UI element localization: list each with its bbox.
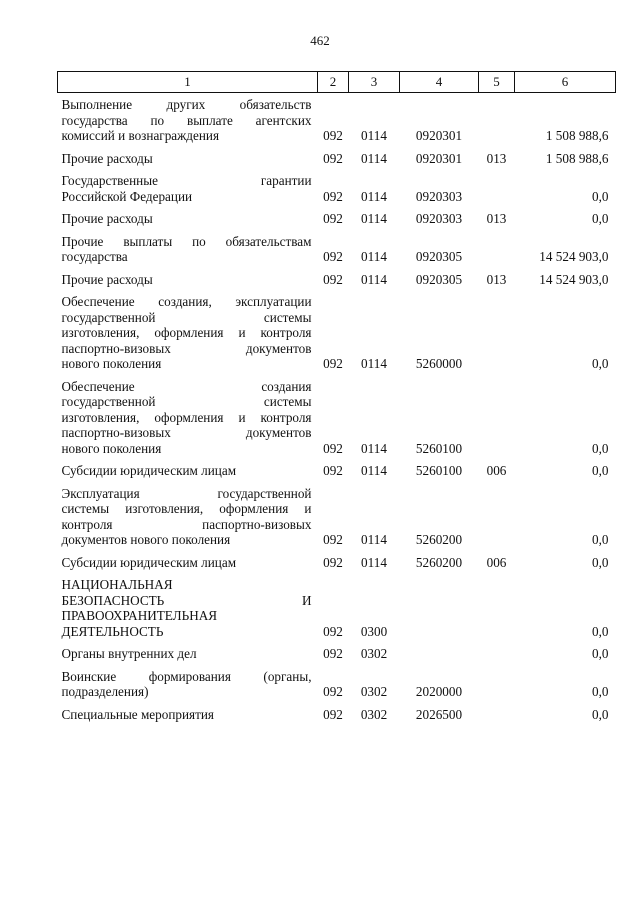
row-target-code: 0920305 [415,271,463,287]
row-target-code: 5260200 [415,554,463,570]
header-col-2: 2 [318,72,349,93]
row-name-line: Обеспечение создания [61,378,312,394]
row-name-line: Субсидии юридическим лицам [61,554,237,570]
row-name [58,482,318,551]
row-amount: 0,0 [592,684,609,699]
page-number: 462 [310,33,330,48]
row-name-line: государственной системы [61,309,312,325]
header-col-6: 6 [515,72,616,93]
row-expense-type-code: 013 [486,211,507,226]
row-name-line: документов нового поколения [61,532,231,547]
row-ministry-code: 092 [323,554,343,570]
row-name-line: изготовления, оформления и контроля [61,325,312,340]
table-row [58,665,616,703]
table-header [58,72,616,93]
header-col-3: 3 [349,72,400,93]
row-amount: 0,0 [592,554,609,570]
row-section-code: 0300 [360,623,388,639]
row-ministry-code: 092 [323,646,343,661]
row-name-line: комиссий и вознаграждения [61,128,220,143]
row-expense-type-code [479,230,515,268]
row-target-code: 5260100 [415,463,463,478]
row-name-line: контроля паспортно-визовых [61,516,312,532]
row-target-code: 2026500 [415,706,463,722]
table-row [58,703,616,726]
header-col-5: 5 [479,72,515,93]
row-target-code [400,573,479,642]
row-name [58,268,318,291]
row-expense-type-code [479,482,515,551]
row-target-code: 0920303 [415,211,463,226]
row-name [58,290,318,375]
row-expense-type-code [479,642,515,665]
row-amount: 0,0 [592,532,609,547]
row-ministry-code: 092 [323,532,343,547]
row-amount: 0,0 [592,188,609,204]
row-section-code: 0114 [361,150,387,166]
row-name-line: Специальные мероприятия [61,706,214,722]
row-expense-type-code [479,169,515,207]
row-target-code: 5260100 [415,440,463,456]
row-name [58,551,318,574]
row-expense-type-code: 006 [486,554,507,570]
row-target-code: 0920301 [415,150,463,166]
row-name-line: нового поколения [61,440,162,456]
table-row [58,375,616,460]
row-amount: 14 524 903,0 [539,249,609,264]
row-ministry-code: 092 [323,188,343,204]
row-expense-type-code [479,290,515,375]
row-name-line: Эксплуатация государственной [61,485,312,501]
header-row [58,72,616,93]
row-amount: 0,0 [592,623,609,639]
row-ministry-code: 092 [323,128,343,143]
table-row [58,147,616,170]
row-name-line: Обеспечение создания, эксплуатации [61,294,312,309]
row-target-code: 5260200 [415,532,463,547]
row-name-line: БЕЗОПАСНОСТЬ И [61,592,312,608]
row-ministry-code: 092 [323,706,343,722]
row-amount: 0,0 [592,211,609,226]
row-name [58,230,318,268]
row-section-code: 0114 [361,440,387,456]
row-target-code: 0920301 [415,128,463,143]
row-name-line: системы изготовления, оформления и [61,501,312,516]
row-target-code [400,642,479,665]
row-target-code: 0920305 [415,249,463,264]
table-row [58,573,616,642]
row-name [58,207,318,230]
row-ministry-code: 092 [323,271,343,287]
row-amount: 0,0 [592,706,609,722]
row-section-code: 0114 [361,554,387,570]
row-name [58,665,318,703]
row-name-line: Прочие расходы [61,271,153,287]
row-amount: 0,0 [592,463,609,478]
row-name-line: ДЕЯТЕЛЬНОСТЬ [61,623,164,639]
row-name [58,703,318,726]
row-name-line: ПРАВООХРАНИТЕЛЬНАЯ [61,608,218,623]
row-expense-type-code [479,93,515,147]
row-name-line: Государственные гарантии [61,173,312,188]
row-name-line: Прочие расходы [61,150,153,166]
row-target-code: 5260000 [415,356,463,371]
row-ministry-code: 092 [323,150,343,166]
table-row [58,230,616,268]
table-body [58,93,616,726]
row-section-code: 0302 [360,684,388,699]
table-row [58,207,616,230]
table-row [58,93,616,147]
row-name-line: нового поколения [61,356,162,371]
row-name-line: Прочие выплаты по обязательствам [61,233,312,249]
row-name [58,375,318,460]
table-row [58,268,616,291]
table-row [58,482,616,551]
row-section-code: 0114 [361,211,387,226]
row-name-line: изготовления, оформления и контроля [61,409,312,425]
row-ministry-code: 092 [323,356,343,371]
row-expense-type-code [479,665,515,703]
row-section-code: 0114 [361,356,387,371]
row-section-code: 0114 [361,532,387,547]
row-name-line: Российской Федерации [61,188,193,204]
row-target-code: 2020000 [415,684,463,699]
row-expense-type-code: 013 [486,271,507,287]
header-col-4: 4 [400,72,479,93]
row-ministry-code: 092 [323,684,343,699]
row-name [58,93,318,147]
row-amount: 14 524 903,0 [539,271,609,287]
row-name [58,169,318,207]
row-name-line: паспортно-визовых документов [61,425,312,440]
row-name-line: государственной системы [61,394,312,409]
row-expense-type-code [479,573,515,642]
row-ministry-code: 092 [323,440,343,456]
header-col-1: 1 [58,72,318,93]
row-ministry-code: 092 [323,623,343,639]
table-row [58,290,616,375]
row-section-code: 0114 [361,188,387,204]
row-section-code: 0302 [360,706,388,722]
table-row [58,551,616,574]
row-amount: 1 508 988,6 [545,150,609,166]
row-section-code: 0114 [361,249,387,264]
budget-table [57,71,616,725]
row-name [58,573,318,642]
row-name-line: Прочие расходы [61,211,153,226]
row-name-line: государства [61,249,128,264]
row-name-line: Выполнение других обязательств [61,97,312,112]
row-ministry-code: 092 [323,463,343,478]
row-section-code: 0114 [361,271,387,287]
row-name [58,642,318,665]
row-name-line: НАЦИОНАЛЬНАЯ [61,577,173,592]
row-expense-type-code: 013 [486,150,507,166]
row-section-code: 0114 [361,128,387,143]
row-ministry-code: 092 [323,211,343,226]
row-name [58,147,318,170]
row-name-line: Воинские формирования (органы, [61,668,312,684]
row-target-code: 0920303 [415,188,463,204]
row-ministry-code: 092 [323,249,343,264]
row-name-line: паспортно-визовых документов [61,340,312,356]
row-amount: 0,0 [592,440,609,456]
row-section-code: 0302 [360,646,388,661]
row-amount: 1 508 988,6 [545,128,609,143]
row-section-code: 0114 [361,463,387,478]
row-name-line: подразделения) [61,684,149,699]
row-name-line: Органы внутренних дел [61,646,197,661]
row-expense-type-code: 006 [486,463,507,478]
table-row [58,169,616,207]
row-name-line: Субсидии юридическим лицам [61,463,237,478]
row-expense-type-code [479,703,515,726]
row-name [58,459,318,482]
row-name-line: государства по выплате агентских [61,112,312,128]
table-row [58,642,616,665]
row-amount: 0,0 [592,356,609,371]
row-amount: 0,0 [592,646,609,661]
row-expense-type-code [479,375,515,460]
table-row [58,459,616,482]
